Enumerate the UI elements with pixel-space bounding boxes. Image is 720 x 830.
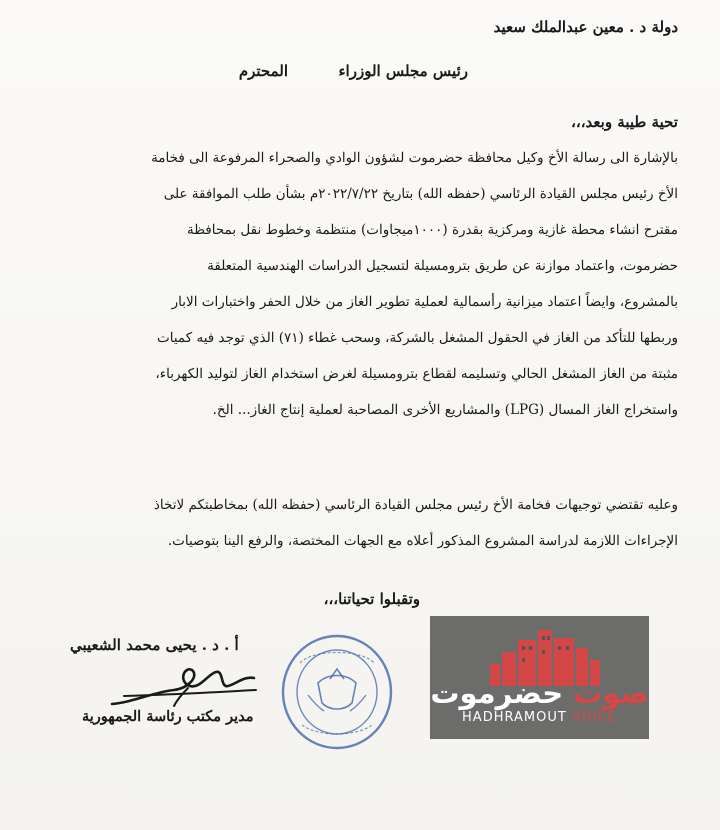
body-line: حضرموت، واعتماد موازنة عن طريق بترومسيلة لتسجيل الدراسات الهندسية المتعلقة (207, 258, 678, 274)
body-line: وعليه تقتضي توجيهات فخامة الأخ رئيس مجلس القيادة الرئاسي (حفظه الله) بمخاطبتكم لاتخاذ (153, 497, 678, 513)
body-line: مقترح انشاء محطة غازية ومركزية بقدرة (١٠٠٠ميجاوات) منتظمة وخطوط نقل بمحافظة (186, 222, 678, 238)
body-line: بالمشروع، وايضاً اعتماد ميزانية رأسمالية لعملية تطوير الغاز من خلال الحفر واختبارات الابار (171, 294, 678, 310)
recipient-honorific: المحترم (238, 62, 288, 80)
body-paragraph-2 (38, 487, 678, 559)
body-line: مثبتة من الغاز المشغل الحالي وتسليمه لقطاع بترومسيلة لغرض استخدام الغاز لتوليد الكهرباء، (155, 366, 678, 382)
body-line: الأخ رئيس مجلس القيادة الرئاسي (حفظه الله) بتاريخ ٢٠٢٢/٧/٢٢م بشأن طلب الموافقة على (163, 186, 678, 202)
watermark-latin-title: HADHRAMOUT VOICE (462, 710, 617, 725)
body-paragraph-1 (38, 140, 678, 428)
addressee: دولة د . معين عبدالملك سعيد (493, 18, 678, 36)
handwritten-signature (104, 662, 264, 712)
body-line: واستخراج الغاز المسال (LPG) والمشاريع الأخرى المصاحبة لعملية إنتاج الغاز... الخ. (212, 402, 678, 418)
body-line: بالإشارة الى رسالة الأخ وكيل محافظة حضرموت لشؤون الوادي والصحراء المرفوعة الى فخامة (151, 150, 678, 166)
closing-line: وتقبلوا تحياتنا،،، (323, 590, 420, 608)
body-line: الإجراءات اللازمة لدراسة المشروع المذكور أعلاه مع الجهات المختصة، والرفع الينا بتوصيات. (167, 533, 678, 549)
greeting: تحية طيبة وبعد،،، (571, 113, 678, 131)
official-stamp (278, 633, 396, 751)
signatory-title: مدير مكتب رئاسة الجمهورية (82, 708, 254, 725)
body-line: وربطها للتأكد من الغاز في الحقول المشغل بالشركة، وسحب غطاء (٧١) الذي توجد فيه كميات (157, 330, 678, 346)
news-watermark (430, 616, 649, 739)
signatory-name: أ . د . يحيى محمد الشعيبي (70, 636, 239, 654)
watermark-arabic-title: صوت حضرموت (430, 676, 649, 710)
recipient-title: رئيس مجلس الوزراء (338, 62, 468, 80)
